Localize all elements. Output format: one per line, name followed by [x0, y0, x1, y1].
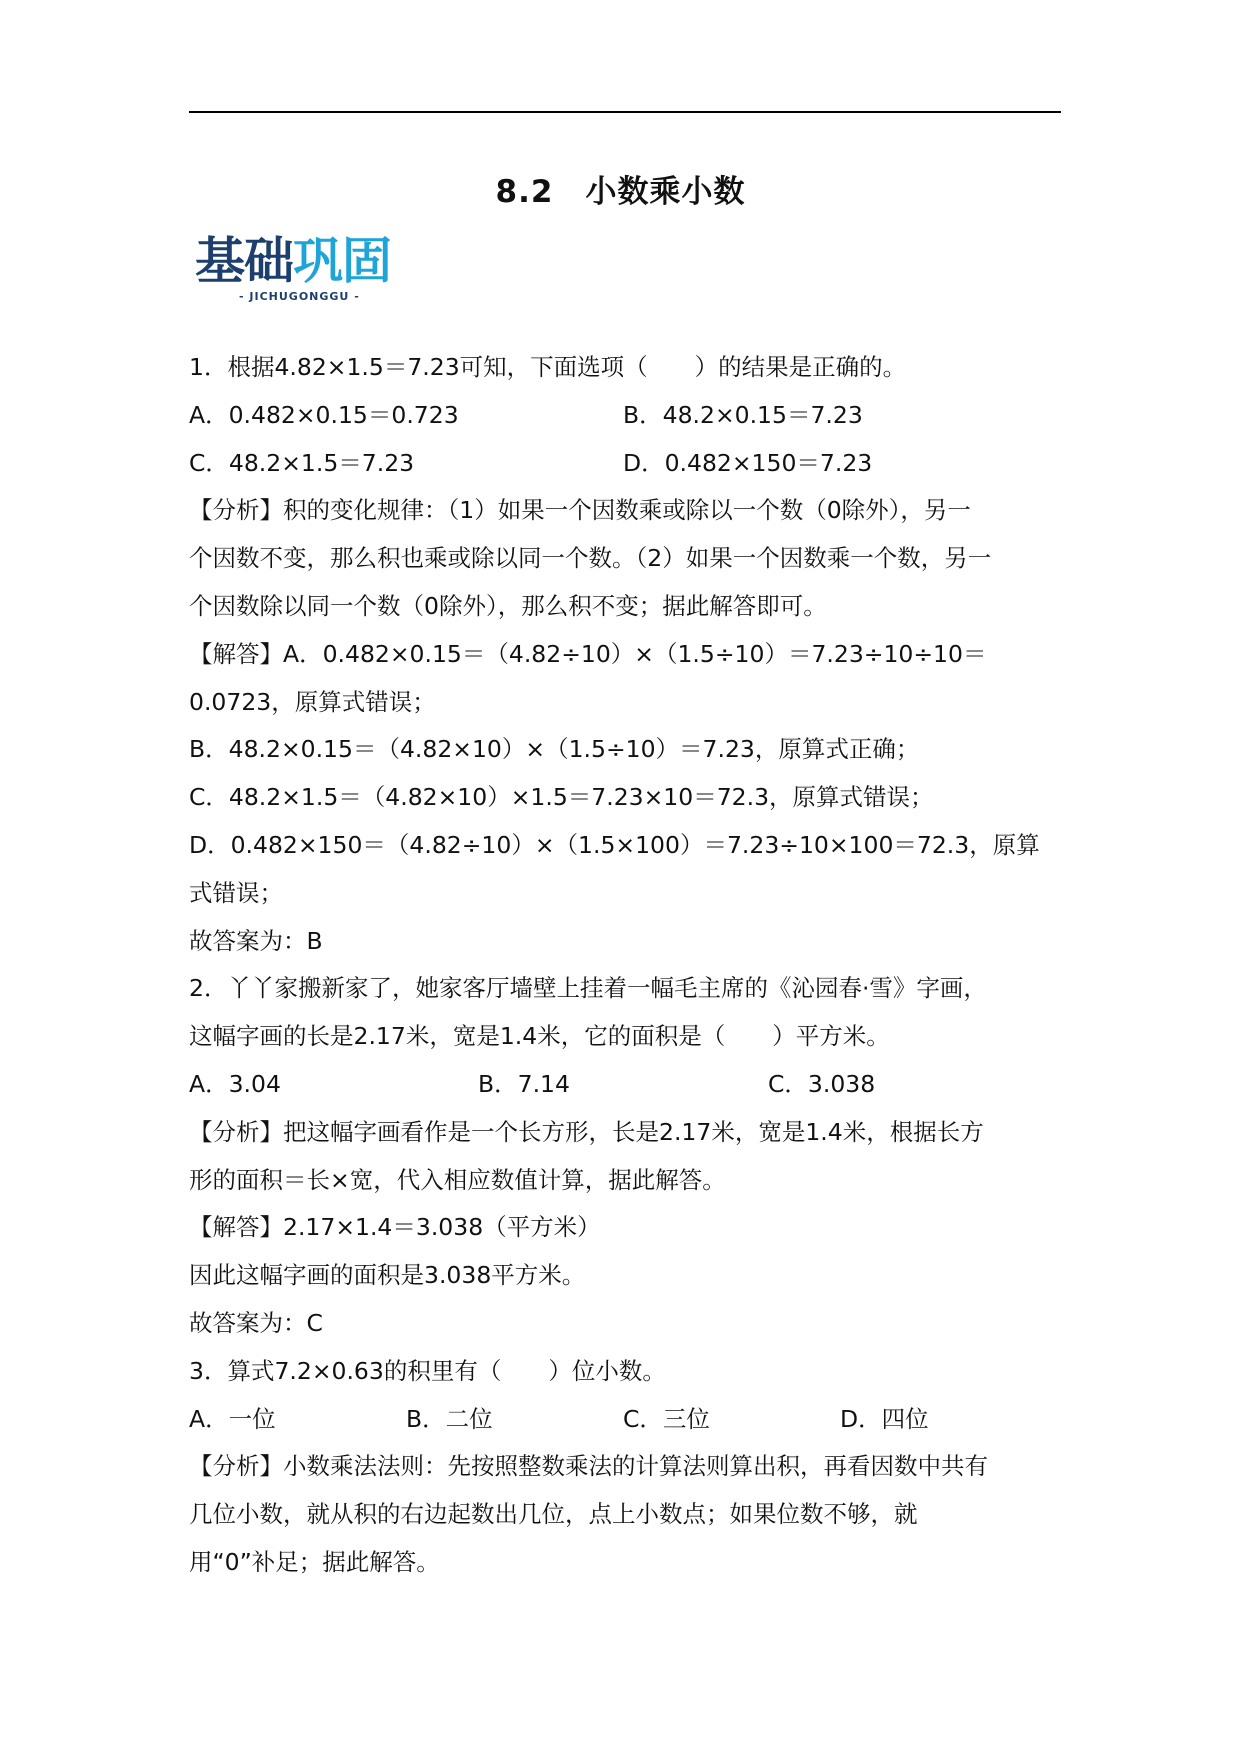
q1-solution: B．48.2×0.15＝（4.82×10）×（1.5÷10）＝7.23，原算式正确； — [189, 735, 920, 764]
q3-option-a: A．一位 — [189, 1404, 276, 1433]
q1-analysis: 个因数除以同一个数（0除外），那么积不变；据此解答即可。 — [189, 591, 827, 620]
q3-option-c: C．三位 — [623, 1404, 710, 1433]
q2-answer: 故答案为：C — [189, 1308, 323, 1337]
q3-analysis: 几位小数，就从积的右边起数出几位，点上小数点；如果位数不够，就 — [189, 1500, 918, 1529]
q1-options-row-1 — [189, 392, 1069, 440]
q3-option-d: D．四位 — [840, 1404, 929, 1433]
q3-analysis: 用“0”补足；据此解答。 — [189, 1547, 440, 1576]
q1-option-a: A．0.482×0.15＝0.723 — [189, 400, 459, 429]
q2-analysis: 【分析】把这幅字画看作是一个长方形，长是2.17米，宽是1.4米，根据长方 — [189, 1117, 984, 1146]
document-body — [189, 344, 1069, 1587]
q1-option-b: B．48.2×0.15＝7.23 — [623, 400, 863, 429]
q2-option-c: C．3.038 — [768, 1069, 876, 1098]
q2-stem: 这幅字画的长是2.17米，宽是1.4米，它的面积是（ ）平方米。 — [189, 1022, 890, 1051]
q1-option-d: D．0.482×150＝7.23 — [623, 448, 873, 477]
q3-option-b: B．二位 — [406, 1404, 493, 1433]
q1-solution: 【解答】A．0.482×0.15＝（4.82÷10）×（1.5÷10）＝7.23÷10÷10＝ — [189, 639, 987, 668]
q2-options-row — [189, 1061, 1069, 1109]
q1-analysis: 个因数不变，那么积也乘或除以同一个数。（2）如果一个因数乘一个数，另一 — [189, 544, 992, 573]
q1-option-c: C．48.2×1.5＝7.23 — [189, 448, 415, 477]
q2-option-b: B．7.14 — [478, 1069, 570, 1098]
q2-stem: 2．丫丫家搬新家了，她家客厅墙壁上挂着一幅毛主席的《沁园春·雪》字画， — [189, 974, 987, 1003]
q1-stem: 1．根据4.82×1.5＝7.23可知，下面选项（ ）的结果是正确的。 — [189, 353, 907, 381]
q1-answer: 故答案为：B — [189, 926, 323, 955]
q1-options-row-2 — [189, 440, 1069, 488]
q3-stem: 3．算式7.2×0.63的积里有（ ）位小数。 — [189, 1356, 666, 1385]
q1-solution: 0.0723，原算式错误； — [189, 687, 436, 716]
q1-solution: D．0.482×150＝（4.82÷10）×（1.5×100）＝7.23÷10×100＝72.3，原算 — [189, 830, 1040, 859]
section-logo: 基础巩固 - JICHUGONGGU - — [195, 232, 391, 303]
page-title: 8.2 小数乘小数 — [495, 174, 746, 210]
q3-analysis: 【分析】小数乘法法则：先按照整数乘法的计算法则算出积，再看因数中共有 — [189, 1452, 988, 1481]
q1-solution: C．48.2×1.5＝（4.82×10）×1.5＝7.23×10＝72.3，原算式错误； — [189, 783, 934, 812]
q2-solution: 【解答】2.17×1.4＝3.038（平方米） — [189, 1213, 601, 1242]
q2-analysis: 形的面积＝长×宽，代入相应数值计算，据此解答。 — [189, 1165, 726, 1194]
q2-solution: 因此这幅字画的面积是3.038平方米。 — [189, 1261, 586, 1290]
q1-solution: 式错误； — [189, 878, 283, 907]
header-rule — [189, 111, 1061, 113]
q2-option-a: A．3.04 — [189, 1069, 281, 1098]
q1-analysis: 【分析】积的变化规律：（1）如果一个因数乘或除以一个数（0除外），另一 — [189, 496, 971, 525]
q3-options-row — [189, 1396, 1069, 1444]
